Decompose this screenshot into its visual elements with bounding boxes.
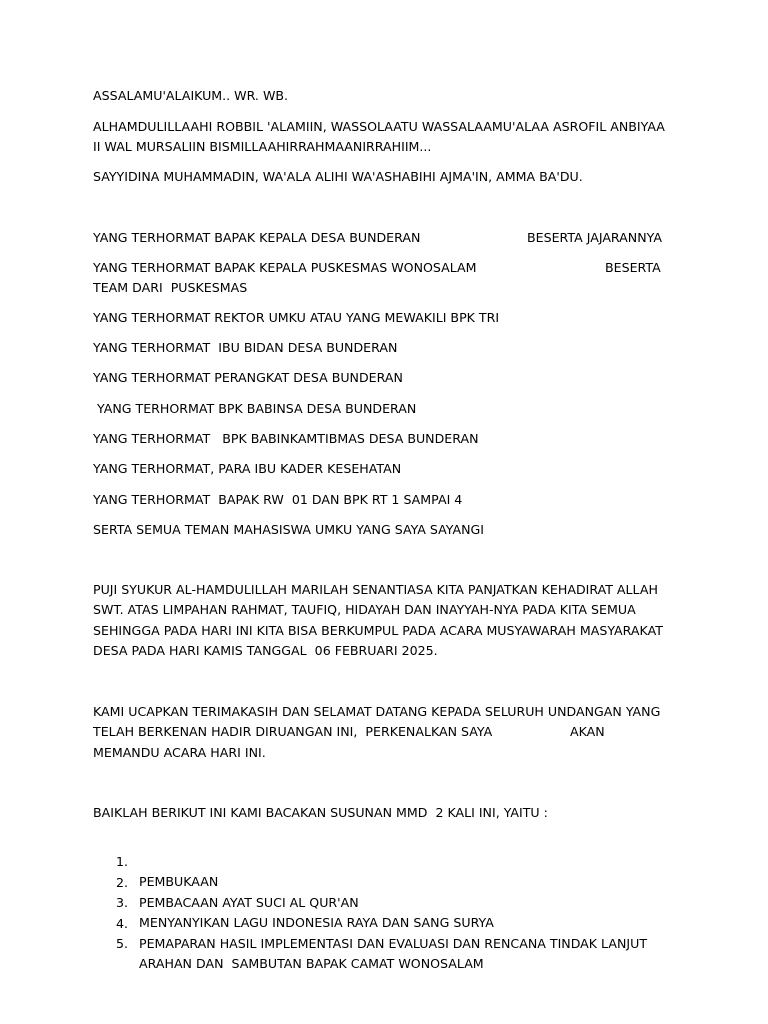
welcome-line: KAMI UCAPKAN TERIMAKASIH DAN SELAMAT DATANG KEPADA SELURUH UNDANGAN YANG [93,704,661,719]
list-item-number: 5. [116,936,129,951]
honorific-line-right: BESERTA JAJARANNYA [527,230,662,245]
honorific-line: TEAM DARI PUSKESMAS [93,280,248,295]
list-item-text: ARAHAN DAN SAMBUTAN BAPAK CAMAT WONOSALAM [139,956,484,971]
greeting-line: II WAL MURSALIIN BISMILLAAHIRRAHMAANIRRAHIIM... [93,139,432,154]
honorific-line: YANG TERHORMAT, PARA IBU KADER KESEHATAN [93,461,402,476]
honorific-line: YANG TERHORMAT BAPAK RW 01 DAN BPK RT 1 SAMPAI 4 [93,492,463,507]
list-item-number: 2. [116,875,129,890]
list-item-text: MENYANYIKAN LAGU INDONESIA RAYA DAN SANG SURYA [139,915,494,930]
honorific-line-right: BESERTA [605,260,661,275]
honorific-line: YANG TERHORMAT REKTOR UMKU ATAU YANG MEWAKILI BPK TRI [93,310,500,325]
list-item-number: 4. [116,916,129,931]
welcome-line: MEMANDU ACARA HARI INI. [93,745,266,760]
greeting-line: ALHAMDULILLAAHI ROBBIL 'ALAMIIN, WASSOLAATU WASSALAAMU'ALAA ASROFIL ANBIYAA [93,119,665,134]
list-item-text: PEMAPARAN HASIL IMPLEMENTASI DAN EVALUASI DAN RENCANA TINDAK LANJUT [139,936,648,951]
list-item-text: PEMBUKAAN [139,874,219,889]
greeting-line: ASSALAMU'ALAIKUM.. WR. WB. [93,88,289,103]
honorific-line: YANG TERHORMAT PERANGKAT DESA BUNDERAN [93,370,403,385]
welcome-line: TELAH BERKENAN HADIR DIRUANGAN INI, PERKENALKAN SAYA [93,724,493,739]
list-item-number: 3. [116,895,129,910]
list-item-number: 1. [116,854,129,869]
honorific-line: YANG TERHORMAT BPK BABINSA DESA BUNDERAN [93,401,417,416]
honorific-line: SERTA SEMUA TEMAN MAHASISWA UMKU YANG SAYA SAYANGI [93,522,484,537]
gratitude-line: PUJI SYUKUR AL-HAMDULILLAH MARILAH SENANTIASA KITA PANJATKAN KEHADIRAT ALLAH [93,582,658,597]
honorific-line: YANG TERHORMAT BAPAK KEPALA PUSKESMAS WONOSALAM [93,260,477,275]
list-item [0,832,219,889]
agenda-intro: BAIKLAH BERIKUT INI KAMI BACAKAN SUSUNAN MMD 2 KALI INI, YAITU : [93,805,548,820]
welcome-line-right: AKAN [570,724,605,739]
gratitude-line: DESA PADA HARI KAMIS TANGGAL 06 FEBRUARI 2025. [93,643,438,658]
gratitude-line: SEHINGGA PADA HARI INI KITA BISA BERKUMPUL PADA ACARA MUSYAWARAH MASYARAKAT [93,623,663,638]
greeting-line: SAYYIDINA MUHAMMADIN, WA'ALA ALIHI WA'ASHABIHI AJMA'IN, AMMA BA'DU. [93,169,583,184]
honorific-line: YANG TERHORMAT BPK BABINKAMTIBMAS DESA BUNDERAN [93,431,479,446]
honorific-line: YANG TERHORMAT IBU BIDAN DESA BUNDERAN [93,340,398,355]
list-item-text: PEMBACAAN AYAT SUCI AL QUR'AN [139,895,359,910]
gratitude-line: SWT. ATAS LIMPAHAN RAHMAT, TAUFIQ, HIDAYAH DAN INAYYAH-NYA PADA KITA SEMUA [93,602,636,617]
honorific-line: YANG TERHORMAT BAPAK KEPALA DESA BUNDERAN [93,230,421,245]
